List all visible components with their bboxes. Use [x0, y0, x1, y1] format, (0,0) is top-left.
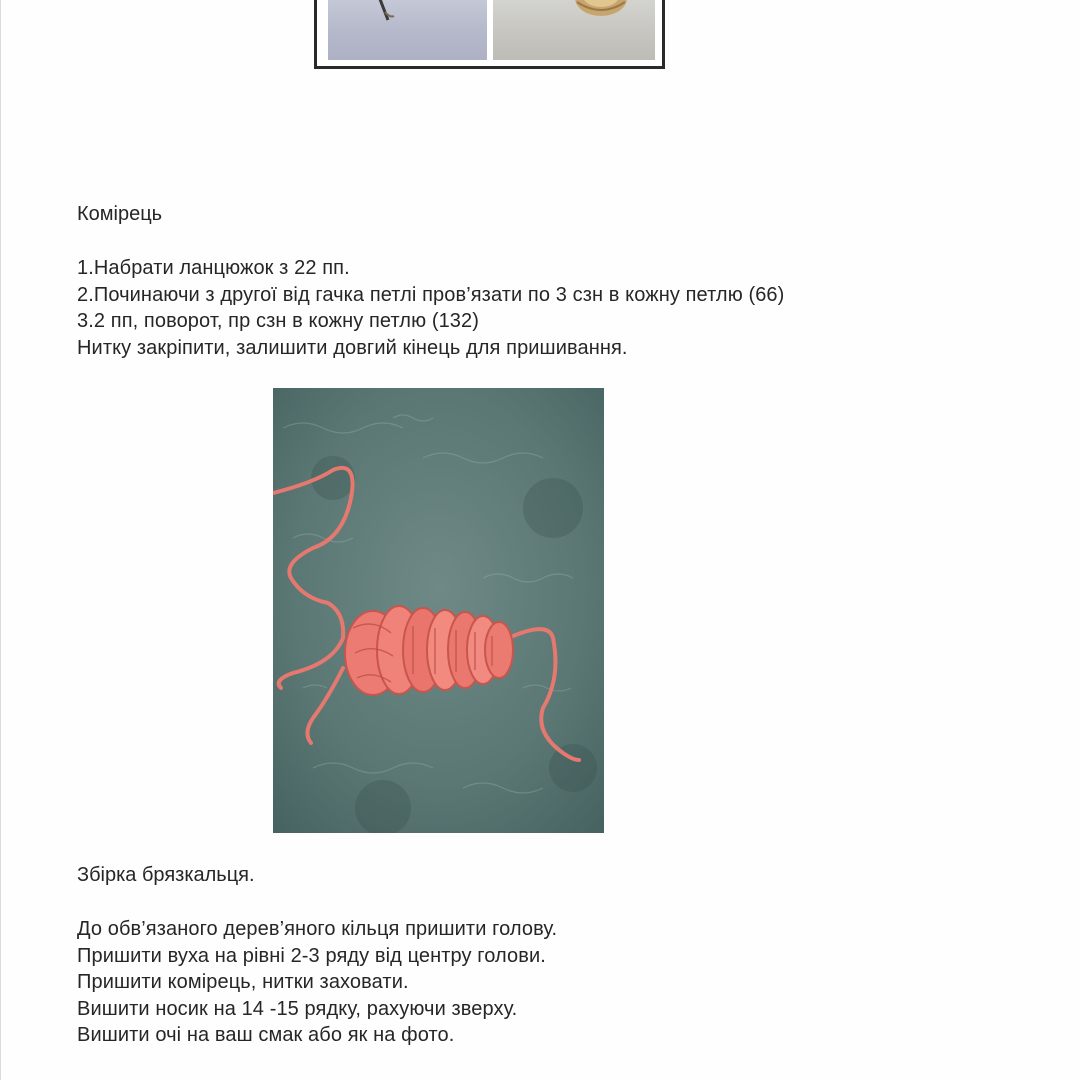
- collar-title: Комірець: [77, 203, 163, 225]
- page-edge: [0, 0, 1, 1080]
- collar-step-2: 2.Починаючи з другої від гачка петлі пров’язати по 3 сзн в кожну петлю (66): [77, 283, 785, 306]
- assembly-step-1: До обв’язаного дерев’яного кільця пришити голову.: [77, 918, 558, 940]
- collar-steps: [77, 255, 784, 361]
- needle-photo-icon: [328, 0, 487, 60]
- assembly-steps: [77, 916, 557, 1049]
- crocheted-collar-photo-icon: [273, 388, 604, 833]
- collar-step-1: 1.Набрати ланцюжок з 22 пп.: [77, 257, 350, 279]
- assembly-step-2: Пришити вуха на рівні 2-3 ряду від центру голови.: [77, 944, 546, 967]
- top-photo-frame: [314, 0, 665, 69]
- top-photo-left: [328, 0, 487, 60]
- top-photo-right: [493, 0, 655, 60]
- assembly-step-4: Вишити носик на 14 -15 рядку, рахуючи зверху.: [77, 997, 518, 1020]
- assembly-step-3: Пришити комірець, нитки заховати.: [77, 971, 409, 993]
- collar-photo: [273, 388, 604, 833]
- assembly-title: Збірка брязкальця.: [77, 864, 255, 886]
- assembly-step-5: Вишити очі на ваш смак або як на фото.: [77, 1024, 455, 1046]
- collar-step-3: 3.2 пп, поворот, пр сзн в кожну петлю (132): [77, 310, 480, 332]
- wooden-ring-photo-icon: [493, 0, 655, 60]
- collar-finish-note: Нитку закріпити, залишити довгий кінець для пришивання.: [77, 336, 628, 359]
